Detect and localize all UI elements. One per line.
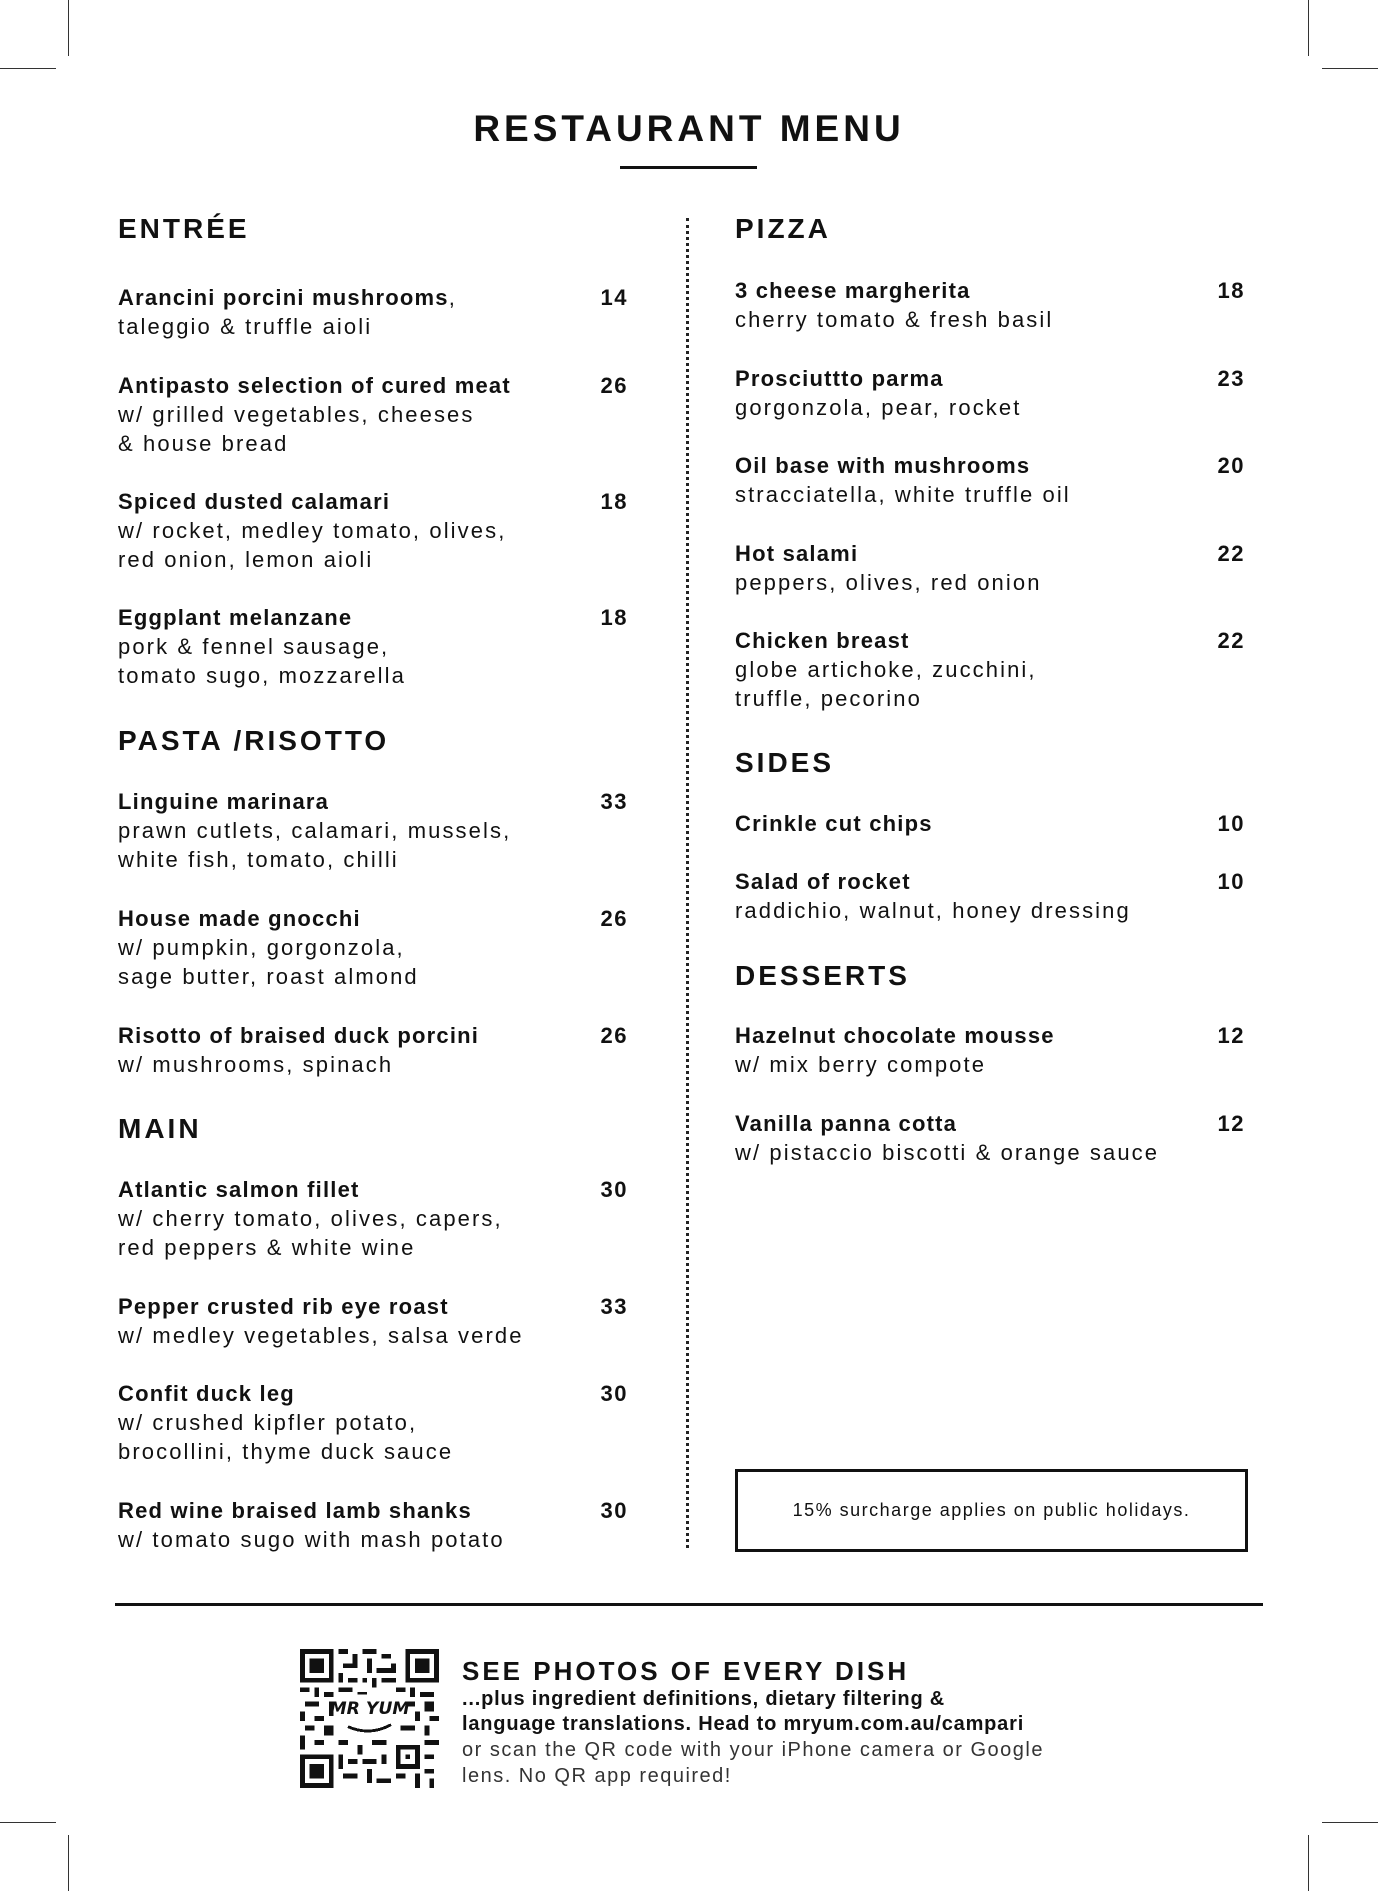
item-price: 10	[1217, 811, 1245, 836]
menu-item	[735, 451, 1245, 509]
menu-item	[118, 487, 628, 574]
crop-mark	[1322, 1822, 1378, 1823]
crop-mark	[0, 1822, 56, 1823]
item-description: prawn cutlets, calamari, mussels,	[118, 818, 512, 843]
item-description: w/ grilled vegetables, cheeses	[118, 402, 475, 427]
menu-item	[735, 276, 1245, 334]
item-description: w/ tomato sugo with mash potato	[118, 1527, 505, 1552]
item-price: 33	[600, 789, 628, 814]
item-name: 3 cheese margherita	[735, 278, 971, 303]
section-title-desserts: DESSERTS	[735, 960, 910, 991]
menu-item	[735, 867, 1245, 925]
item-description: stracciatella, white truffle oil	[735, 482, 1071, 507]
crop-mark	[1308, 1835, 1309, 1891]
menu-item	[118, 904, 628, 991]
item-description: cherry tomato & fresh basil	[735, 307, 1054, 332]
promo-subtitle-link[interactable]: language translations. Head to mryum.com.au/campari	[462, 1713, 1025, 1735]
menu-item	[118, 1021, 628, 1079]
title-underline	[620, 166, 757, 169]
item-name: Eggplant melanzane	[118, 605, 353, 630]
menu-item	[735, 364, 1245, 422]
item-name: Antipasto selection of cured meat	[118, 373, 511, 398]
item-price: 30	[600, 1381, 628, 1406]
item-description: w/ mix berry compote	[735, 1052, 987, 1077]
item-name: Vanilla panna cotta	[735, 1111, 958, 1136]
section-title-pasta: PASTA /RISOTTO	[118, 725, 390, 756]
item-description: w/ rocket, medley tomato, olives,	[118, 518, 507, 543]
crop-mark	[68, 0, 69, 56]
section-title-main: MAIN	[118, 1113, 202, 1144]
footer-divider	[115, 1603, 1263, 1606]
item-name: Hazelnut chocolate mousse	[735, 1023, 1055, 1048]
item-description: truffle, pecorino	[735, 686, 922, 711]
item-name: Salad of rocket	[735, 869, 911, 894]
item-price: 22	[1217, 628, 1245, 653]
menu-item	[735, 1109, 1245, 1167]
crop-mark	[1322, 68, 1378, 69]
item-description: taleggio & truffle aioli	[118, 314, 373, 339]
item-price: 10	[1217, 869, 1245, 894]
item-price: 12	[1217, 1023, 1245, 1048]
item-name: Hot salami	[735, 541, 859, 566]
menu-item	[735, 1021, 1245, 1079]
menu-item	[118, 283, 628, 341]
item-name: Spiced dusted calamari	[118, 489, 391, 514]
item-price: 14	[600, 285, 628, 310]
item-name: Chicken breast	[735, 628, 910, 653]
item-description: w/ mushrooms, spinach	[118, 1052, 394, 1077]
item-price: 22	[1217, 541, 1245, 566]
surcharge-text: 15% surcharge applies on public holidays.	[792, 1500, 1191, 1520]
item-description: sage butter, roast almond	[118, 964, 419, 989]
item-description: w/ medley vegetables, salsa verde	[118, 1323, 524, 1348]
item-name: Arancini porcini mushrooms,	[118, 285, 457, 310]
item-name: Crinkle cut chips	[735, 811, 933, 836]
item-description: w/ pumpkin, gorgonzola,	[118, 935, 405, 960]
item-price: 23	[1217, 366, 1245, 391]
item-price: 18	[600, 605, 628, 630]
item-description: gorgonzola, pear, rocket	[735, 395, 1022, 420]
qr-logo-text: MR YUM	[329, 1699, 410, 1720]
item-name: Pepper crusted rib eye roast	[118, 1294, 449, 1319]
item-name: Risotto of braised duck porcini	[118, 1023, 480, 1048]
item-price: 20	[1217, 453, 1245, 478]
item-name: Atlantic salmon fillet	[118, 1177, 360, 1202]
promo-block	[462, 1655, 1162, 1789]
item-description: tomato sugo, mozzarella	[118, 663, 406, 688]
item-description: red onion, lemon aioli	[118, 547, 374, 572]
item-description: & house bread	[118, 431, 289, 456]
menu-item	[118, 1379, 628, 1466]
item-description: raddichio, walnut, honey dressing	[735, 898, 1131, 923]
item-price: 30	[600, 1177, 628, 1202]
item-description: red peppers & white wine	[118, 1235, 416, 1260]
item-name: House made gnocchi	[118, 906, 361, 931]
crop-mark	[0, 68, 56, 69]
promo-text: or scan the QR code with your iPhone camera or Google	[462, 1739, 1044, 1761]
item-description: w/ crushed kipfler potato,	[118, 1410, 418, 1435]
menu-item	[118, 371, 628, 458]
menu-item	[118, 603, 628, 690]
item-name: Linguine marinara	[118, 789, 330, 814]
surcharge-notice	[735, 1469, 1248, 1552]
menu-item	[118, 1175, 628, 1262]
item-price: 12	[1217, 1111, 1245, 1136]
menu-item	[118, 1292, 628, 1350]
item-price: 18	[600, 489, 628, 514]
item-price: 26	[600, 1023, 628, 1048]
page-title: RESTAURANT MENU	[473, 108, 905, 149]
menu-item	[735, 626, 1245, 713]
column-divider	[686, 218, 689, 1548]
item-description: globe artichoke, zucchini,	[735, 657, 1037, 682]
item-description: brocollini, thyme duck sauce	[118, 1439, 454, 1464]
crop-mark	[1308, 0, 1309, 56]
item-description: peppers, olives, red onion	[735, 570, 1042, 595]
section-title-pizza: PIZZA	[735, 213, 831, 244]
section-title-entree: ENTRÉE	[118, 213, 250, 244]
crop-mark	[68, 1835, 69, 1891]
item-name: Prosciuttto parma	[735, 366, 944, 391]
item-description: w/ cherry tomato, olives, capers,	[118, 1206, 503, 1231]
item-price: 26	[600, 906, 628, 931]
menu-item	[735, 539, 1245, 597]
item-price: 18	[1217, 278, 1245, 303]
section-title-sides: SIDES	[735, 747, 835, 778]
item-description: w/ pistaccio biscotti & orange sauce	[735, 1140, 1160, 1165]
menu-item	[118, 787, 628, 874]
item-name: Red wine braised lamb shanks	[118, 1498, 472, 1523]
item-name: Oil base with mushrooms	[735, 453, 1031, 478]
promo-title: SEE PHOTOS OF EVERY DISH	[462, 1656, 910, 1686]
menu-item	[118, 1496, 628, 1554]
menu-item	[735, 809, 1245, 838]
item-description: pork & fennel sausage,	[118, 634, 390, 659]
item-price: 26	[600, 373, 628, 398]
item-description: white fish, tomato, chilli	[118, 847, 399, 872]
item-name: Confit duck leg	[118, 1381, 295, 1406]
promo-text: lens. No QR app required!	[462, 1765, 732, 1787]
item-price: 30	[600, 1498, 628, 1523]
qr-code-icon[interactable]	[300, 1649, 439, 1788]
item-price: 33	[600, 1294, 628, 1319]
promo-subtitle: ...plus ingredient definitions, dietary filtering &	[462, 1688, 946, 1710]
